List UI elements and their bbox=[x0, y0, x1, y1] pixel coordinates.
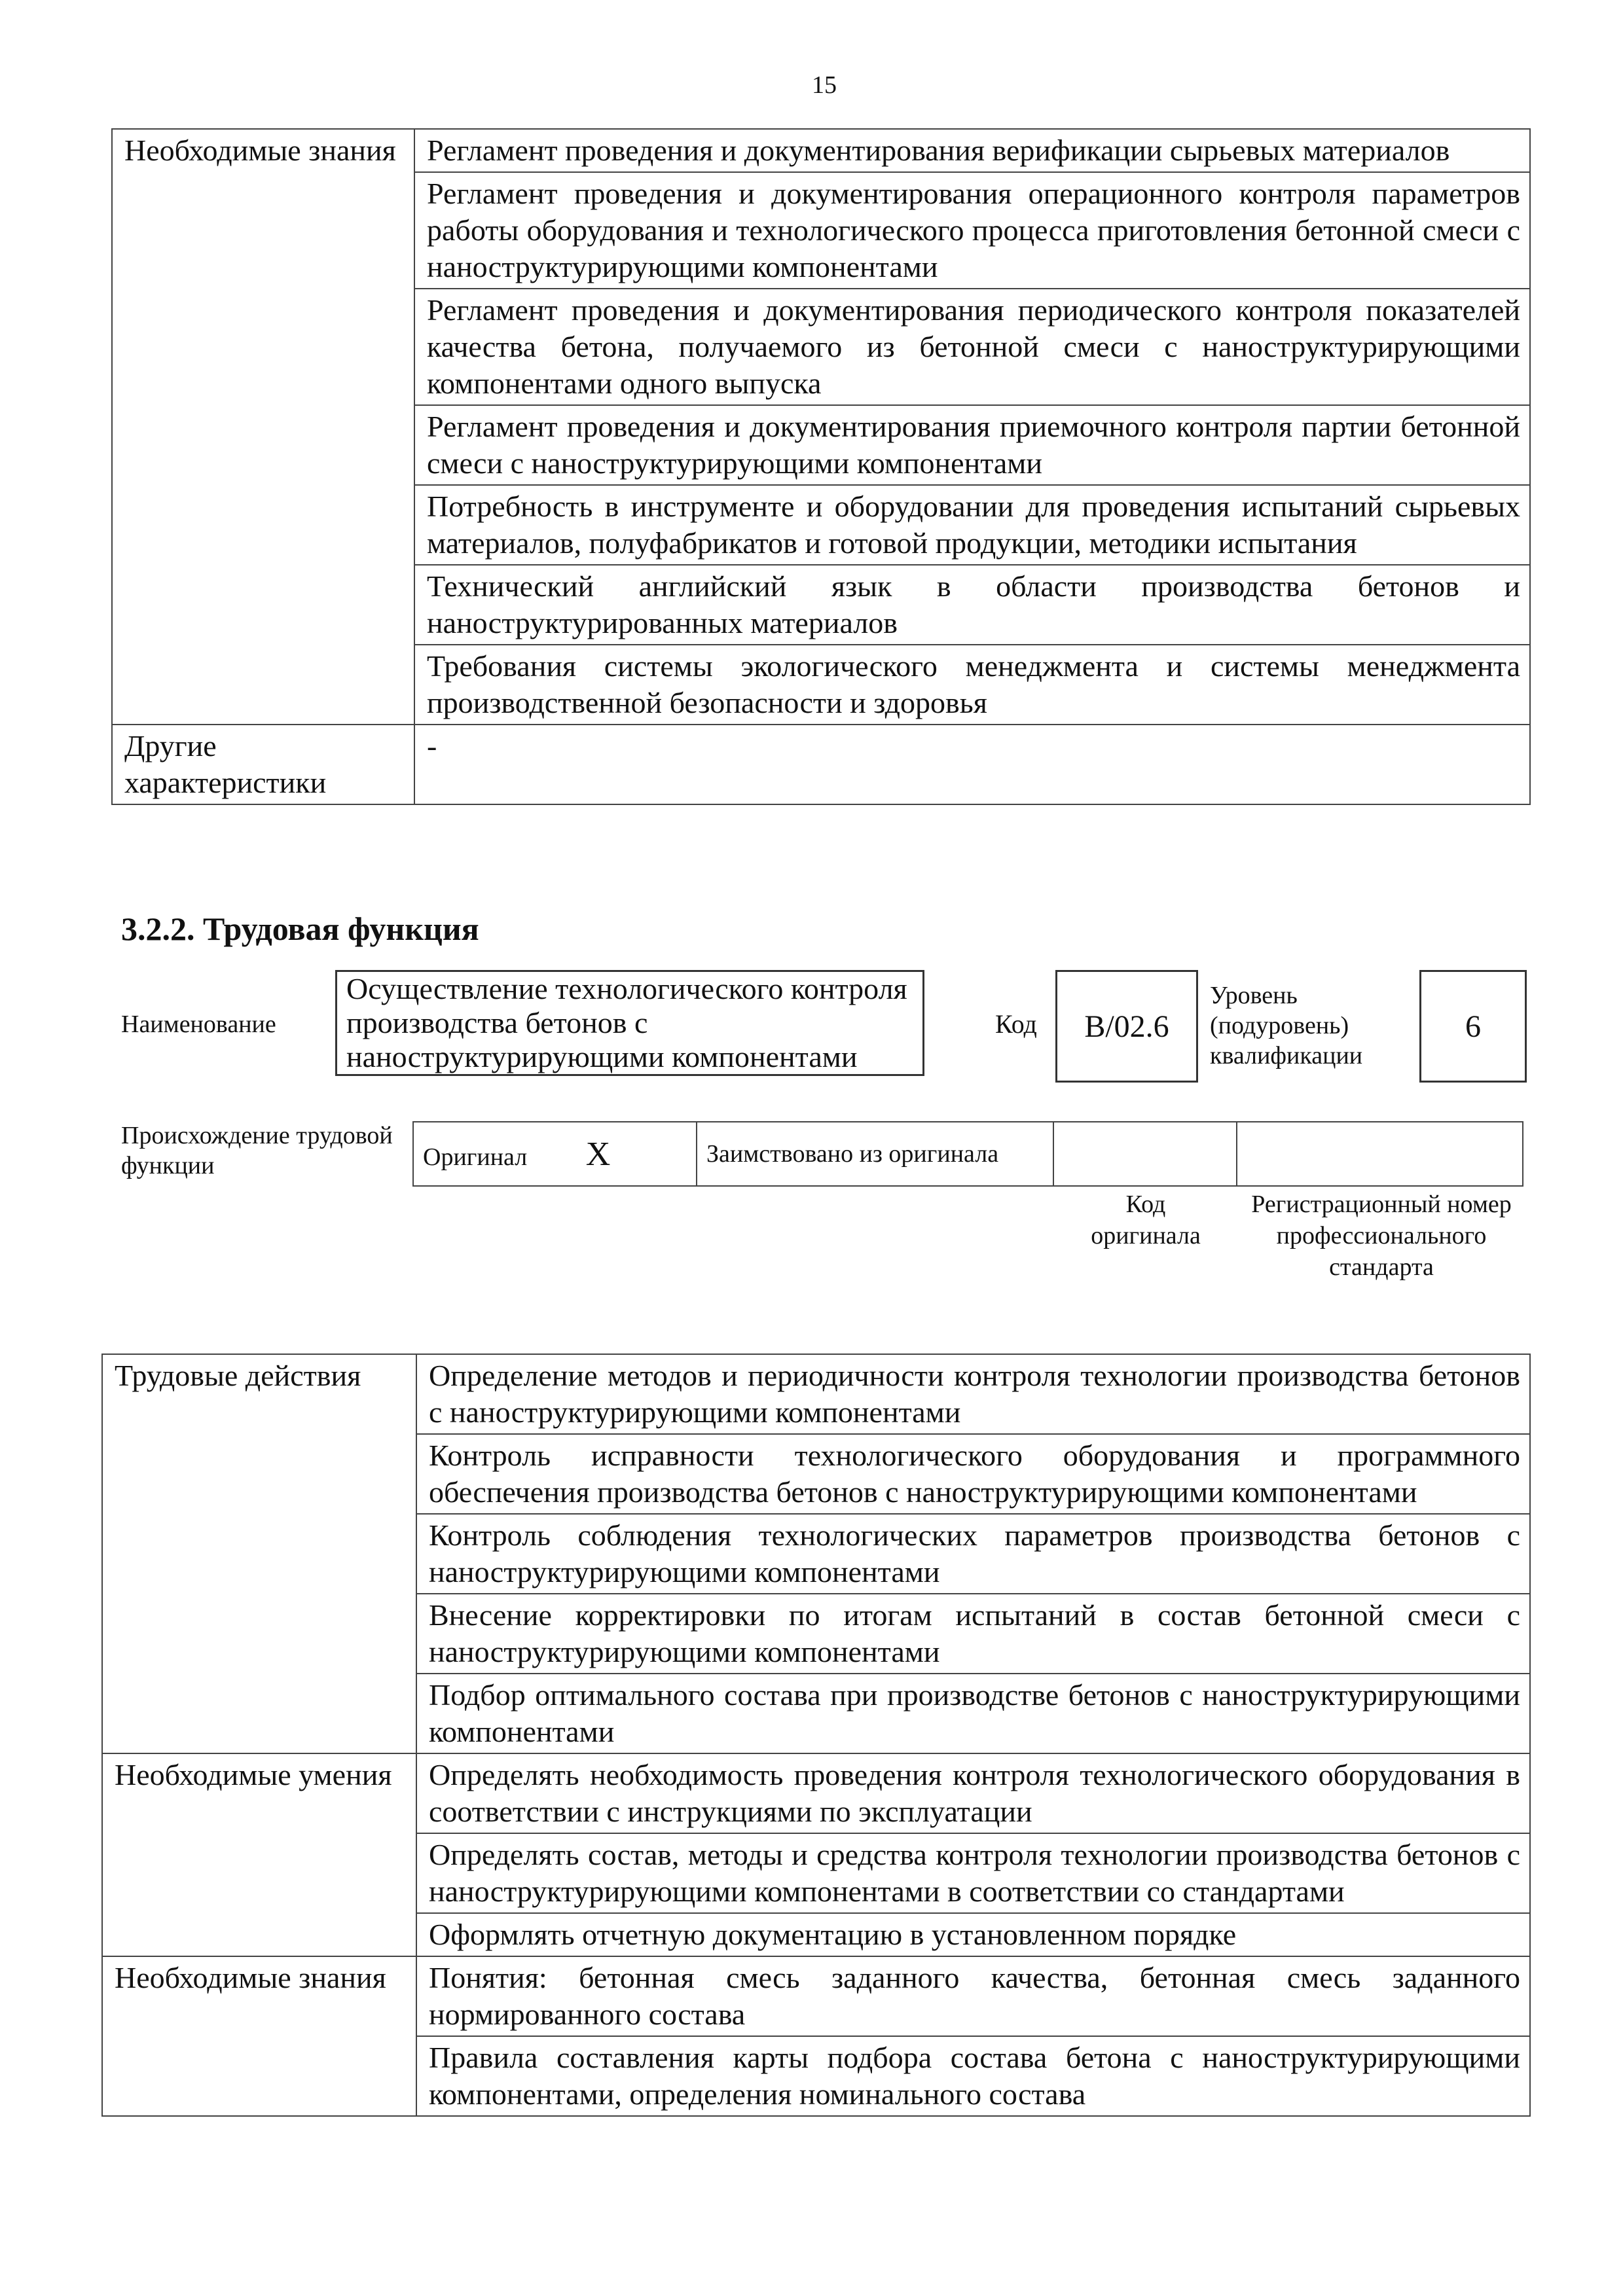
original-label: Оригинал bbox=[423, 1143, 528, 1171]
table-cell: Оформлять отчетную документацию в установленном порядке bbox=[416, 1913, 1530, 1956]
row-label-knowledge: Необходимые знания bbox=[112, 129, 414, 725]
table-row bbox=[102, 1753, 1530, 1833]
table-cell: Определять необходимость проведения контроля технологического оборудования в соответствии с инструкциями по эксплуатации bbox=[416, 1753, 1530, 1833]
code-label: Код bbox=[995, 1009, 1037, 1039]
table-cell: Подбор оптимального состава при производстве бетонов с наноструктурирующими компонентами bbox=[416, 1674, 1530, 1753]
table-cell: Регламент проведения и документирования операционного контроля параметров работы оборудования и технологического процесса приготовления бетонной смеси с наноструктурирующими компонентами bbox=[414, 172, 1530, 289]
table-cell: Определять состав, методы и средства контроля технологии производства бетонов с наноструктурирующими компонентами в соответствии со стандартами bbox=[416, 1833, 1530, 1913]
table-row bbox=[112, 129, 1530, 172]
level-value-box: 6 bbox=[1419, 970, 1527, 1083]
origin-original-cell bbox=[413, 1122, 697, 1186]
table-cell: Контроль соблюдения технологических параметров производства бетонов с наноструктурирующими компонентами bbox=[416, 1514, 1530, 1594]
table-cell: - bbox=[414, 725, 1530, 804]
row-label-actions: Трудовые действия bbox=[102, 1354, 416, 1753]
table-row bbox=[102, 1354, 1530, 1434]
table-cell: Технический английский язык в области производства бетонов и наноструктурированных материалов bbox=[414, 565, 1530, 645]
origin-table bbox=[412, 1121, 1523, 1187]
origin-mark: X bbox=[585, 1135, 611, 1173]
section-heading: 3.2.2. Трудовая функция bbox=[121, 910, 479, 947]
table-cell: Внесение корректировки по итогам испытаний в состав бетонной смеси с наноструктурирующими компонентами bbox=[416, 1594, 1530, 1674]
table-cell: Понятия: бетонная смесь заданного качества, бетонная смесь заданного нормированного состава bbox=[416, 1956, 1530, 2036]
table-cell: Регламент проведения и документирования периодического контроля показателей качества бетона, получаемого из бетонной смеси с наноструктурирующими компонентами одного выпуска bbox=[414, 289, 1530, 405]
table-cell: Потребность в инструменте и оборудовании для проведения испытаний сырьевых материалов, полуфабрикатов и готовой продукции, методики испытания bbox=[414, 485, 1530, 565]
row-label-knowledge: Необходимые знания bbox=[102, 1956, 416, 2116]
row-label-other: Другие характеристики bbox=[112, 725, 414, 804]
registration-number-caption: Регистрационный номер профессионального стандарта bbox=[1251, 1191, 1512, 1281]
table-cell: Регламент проведения и документирования приемочного контроля партии бетонной смеси с наноструктурирующими компонентами bbox=[414, 405, 1530, 485]
borrowed-label: Заимствовано из оригинала bbox=[697, 1122, 1053, 1186]
table-cell: Требования системы экологического менеджмента и системы менеджмента производственной безопасности и здоровья bbox=[414, 645, 1530, 725]
table-row bbox=[102, 1956, 1530, 2036]
table-cell: Регламент проведения и документирования верификации сырьевых материалов bbox=[414, 129, 1530, 172]
level-label: Уровень (подуровень) квалификации bbox=[1210, 982, 1363, 1069]
origin-label: Происхождение трудовой функции bbox=[121, 1122, 393, 1179]
table-row bbox=[112, 725, 1530, 804]
code-value-box: B/02.6 bbox=[1055, 970, 1198, 1083]
table-cell: Определение методов и периодичности контроля технологии производства бетонов с наноструктурирующими компонентами bbox=[416, 1354, 1530, 1434]
labor-function-table bbox=[101, 1354, 1531, 2117]
table-cell: Правила составления карты подбора состава бетона с наноструктурирующими компонентами, определения номинального состава bbox=[416, 2036, 1530, 2116]
code-original-caption: Код оригинала bbox=[1091, 1191, 1201, 1249]
name-label: Наименование bbox=[121, 1011, 276, 1038]
row-label-skills: Необходимые умения bbox=[102, 1753, 416, 1956]
name-value-box: Осуществление технологического контроля производства бетонов с наноструктурирующими компонентами bbox=[335, 970, 924, 1076]
table-cell: Контроль исправности технологического оборудования и программного обеспечения производства бетонов с наноструктурирующими компонентами bbox=[416, 1434, 1530, 1514]
origin-code-cell bbox=[1053, 1122, 1237, 1186]
registration-number-cell bbox=[1237, 1122, 1523, 1186]
knowledge-table bbox=[111, 128, 1531, 805]
page-number: 15 bbox=[812, 71, 837, 99]
